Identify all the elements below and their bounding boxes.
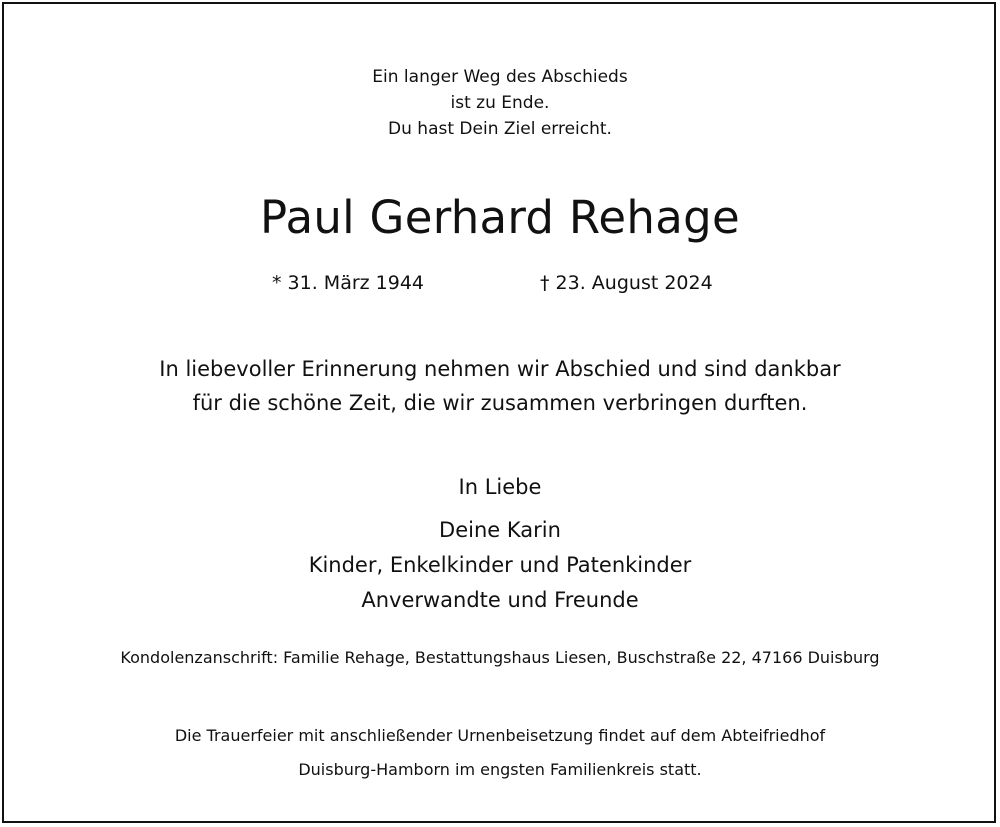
memory-line: In liebevoller Erinnerung nehmen wir Abschied und sind dankbar	[159, 357, 841, 381]
death-date: † 23. August 2024	[540, 272, 713, 294]
memory-text	[0, 352, 1000, 420]
family-member: Anverwandte und Freunde	[361, 588, 639, 612]
ceremony-line: Duisburg-Hamborn im engsten Familienkreis statt.	[298, 760, 702, 779]
condolence-address: Kondolenzanschrift: Familie Rehage, Bestattungshaus Liesen, Buschstraße 22, 47166 Duisburg	[120, 648, 880, 667]
spacer	[0, 505, 1000, 513]
motto-line: ist zu Ende.	[450, 93, 550, 113]
family-signature	[0, 470, 1000, 618]
motto-line: Ein langer Weg des Abschieds	[372, 67, 628, 87]
family-member: Deine Karin	[439, 518, 561, 542]
motto-line: Du hast Dein Ziel erreicht.	[388, 119, 612, 139]
ceremony-info	[0, 719, 1000, 787]
birth-date: * 31. März 1944	[272, 272, 425, 294]
memory-line: für die schöne Zeit, die wir zusammen verbringen durften.	[192, 391, 808, 415]
family-intro: In Liebe	[458, 475, 542, 499]
ceremony-line: Die Trauerfeier mit anschließender Urnenbeisetzung findet auf dem Abteifriedhof	[174, 726, 826, 745]
family-member: Kinder, Enkelkinder und Patenkinder	[308, 553, 692, 577]
motto	[0, 64, 1000, 142]
deceased-name: Paul Gerhard Rehage	[260, 191, 740, 244]
